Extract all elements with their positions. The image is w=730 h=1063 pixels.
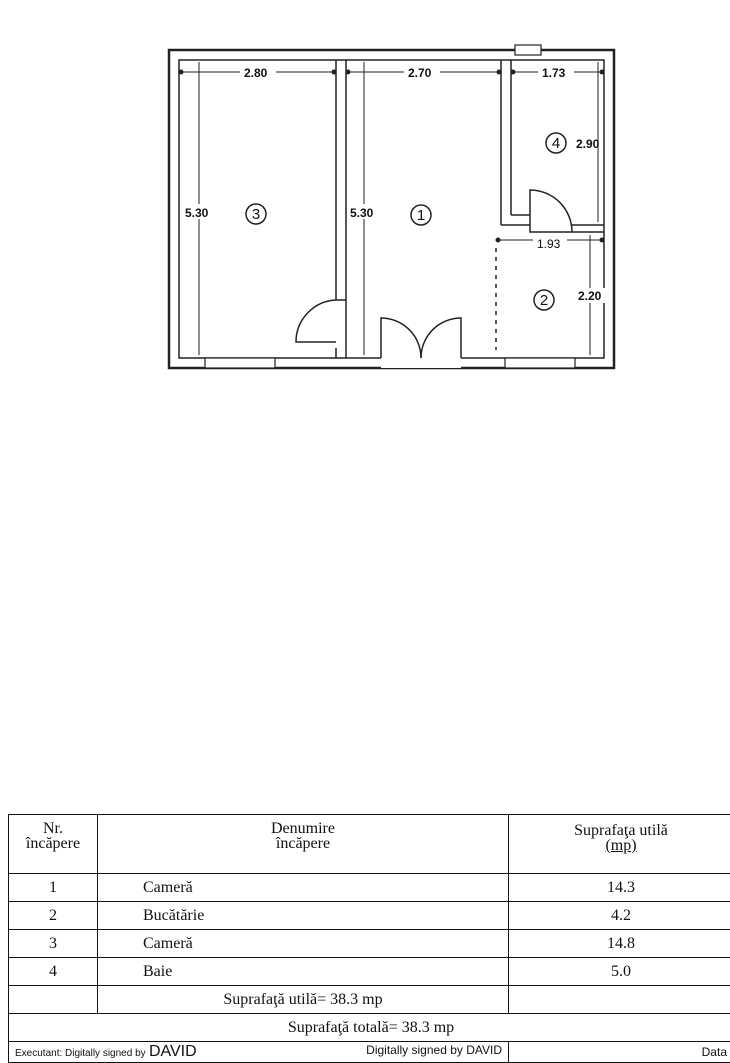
header-name: Denumire încăpere (98, 815, 509, 874)
row-nr: 3 (9, 930, 98, 958)
header-nr: Nr. încăpere (9, 815, 98, 874)
signature-row (9, 1042, 730, 1063)
outer-wall-inner (179, 60, 604, 358)
svg-text:3: 3 (252, 206, 260, 223)
floor-plan (0, 0, 730, 400)
total-area: Suprafaţă totală= 38.3 mp (9, 1014, 730, 1042)
row-name: Cameră (98, 930, 509, 958)
row-nr: 4 (9, 958, 98, 986)
room-marker-2 (534, 290, 554, 310)
door-room3 (296, 300, 336, 342)
table-row (9, 874, 730, 902)
dimension-lines (179, 62, 604, 355)
table-row (9, 958, 730, 986)
room-marker-4 (546, 133, 566, 153)
svg-text:4: 4 (552, 135, 560, 152)
dim-room1-height: 5.30 (350, 206, 374, 220)
wall-room3-room1 (336, 60, 346, 358)
row-area: 14.8 (509, 930, 730, 958)
header-area: Suprafaţa utilă (mp) (509, 815, 730, 874)
row-area: 14.3 (509, 874, 730, 902)
svg-text:2: 2 (540, 292, 548, 309)
executant-text: Executant: Digitally signed by (15, 1048, 146, 1059)
useful-area-total: Suprafaţă utilă= 38.3 mp (98, 986, 509, 1014)
row-name: Baie (98, 958, 509, 986)
outer-wall (169, 50, 614, 368)
wall-room4-room2 (572, 225, 604, 232)
dim-room2-height: 2.20 (578, 289, 602, 303)
table-header-row (9, 815, 730, 874)
svg-text:1: 1 (417, 207, 425, 224)
table-row (9, 930, 730, 958)
row-nr: 1 (9, 874, 98, 902)
date-label: Data (509, 1042, 730, 1063)
row-area: 4.2 (509, 902, 730, 930)
wall-room1-room4 (501, 60, 530, 225)
row-name: Bucătărie (98, 902, 509, 930)
door-room4 (530, 190, 572, 232)
digitally-signed-text: Digitally signed by DAVID (366, 1043, 502, 1057)
room-marker-1 (411, 205, 431, 225)
room-area-table (8, 814, 730, 1063)
dim-room1-width: 2.70 (408, 66, 432, 80)
dim-room4-height: 2.90 (576, 137, 600, 151)
dim-room3-height: 5.30 (185, 206, 209, 220)
dim-room4-width: 1.73 (542, 66, 566, 80)
dim-room3-width: 2.80 (244, 66, 268, 80)
dim-room2-width: 1.93 (537, 237, 561, 251)
room-marker-3 (246, 204, 266, 224)
row-area: 5.0 (509, 958, 730, 986)
total-row (9, 1014, 730, 1042)
useful-total-row (9, 986, 730, 1014)
entrance-door (381, 318, 461, 368)
table-row (9, 902, 730, 930)
row-name: Cameră (98, 874, 509, 902)
row-nr: 2 (9, 902, 98, 930)
signer-name: DAVID (149, 1043, 197, 1060)
signature-cell (9, 1042, 509, 1063)
